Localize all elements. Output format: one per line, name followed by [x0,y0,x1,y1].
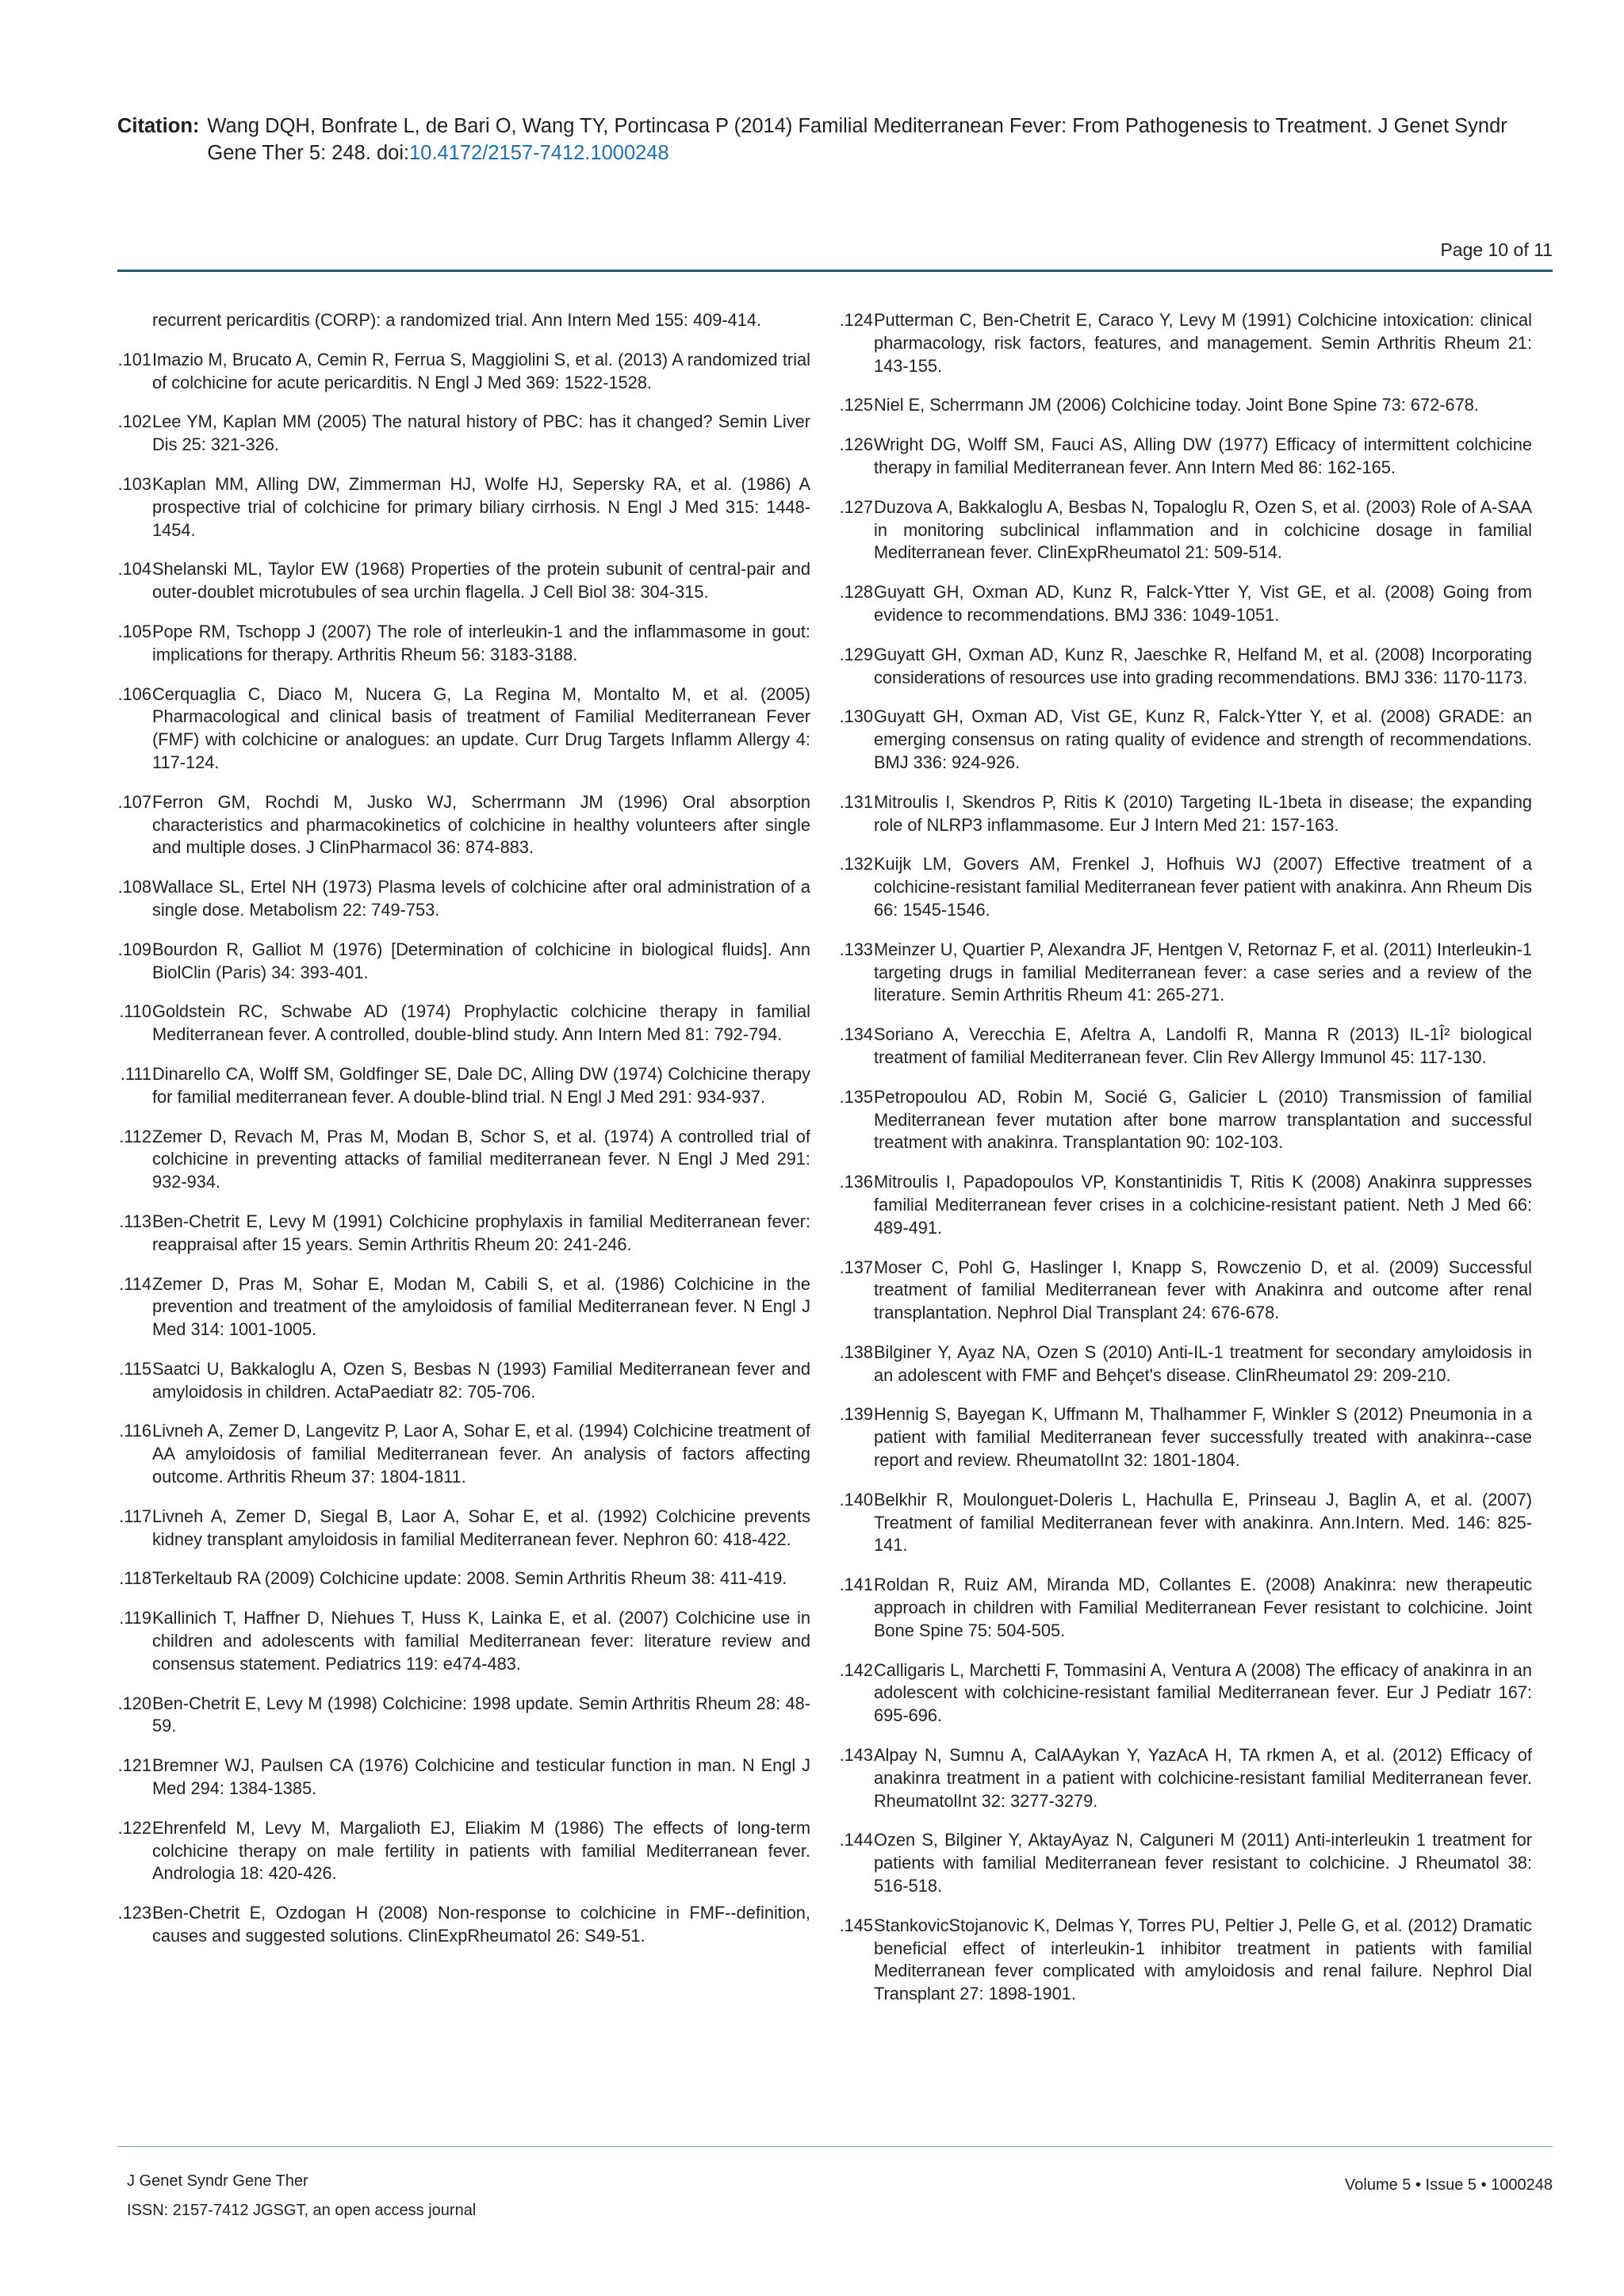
reference-column-right [839,309,1532,2022]
citation-body [207,113,1553,166]
reference-item: 135. Petropoulou AD, Robin M, Socié G, Galicier L (2010) Transmission of familial Mediterranean fever mutation after bone marrow transplantation and successful treatment with anakinra. Transplantation 90: 102-103. [874,1086,1532,1154]
reference-item: 129. Guyatt GH, Oxman AD, Kunz R, Jaeschke R, Helfand M, et al. (2008) Incorporating considerations of resources use into grading recommendations. BMJ 336: 1170-1173. [874,644,1532,690]
reference-text: Ben-Chetrit E, Levy M (1991) Colchicine prophylaxis in familial Mediterranean fever: reappraisal after 15 years. Semin Arthritis Rheum 20: 241-246. [152,1211,810,1254]
reference-text: Kuijk LM, Govers AM, Frenkel J, Hofhuis WJ (2007) Effective treatment of a colchicine-resistant familial Mediterranean fever patient with anakinra. Ann Rheum Dis 66: 1545-1546. [874,854,1532,920]
reference-item: 122. Ehrenfeld M, Levy M, Margalioth EJ, Eliakim M (1986) The effects of long-term colchicine therapy on male fertility in patients with familial Mediterranean fever. Andrologia 18: 420-426. [152,1817,810,1885]
doi-link[interactable]: 10.4172/2157-7412.1000248 [409,142,669,164]
reference-text: Guyatt GH, Oxman AD, Kunz R, Jaeschke R, Helfand M, et al. (2008) Incorporating considerations of resources use into grading recommendations. BMJ 336: 1170-1173. [874,644,1532,687]
reference-text: Shelanski ML, Taylor EW (1968) Properties of the protein subunit of central-pair and outer-doublet microtubules of sea urchin flagella. J Cell Biol 38: 304-315. [152,559,810,603]
reference-item: 126. Wright DG, Wolff SM, Fauci AS, Alling DW (1977) Efficacy of intermittent colchicine therapy in familial Mediterranean fever. Ann Intern Med 86: 162-165. [874,434,1532,480]
reference-item: 106. Cerquaglia C, Diaco M, Nucera G, La Regina M, Montalto M, et al. (2005) Pharmacological and clinical basis of treatment of Familial Mediterranean Fever (FMF) with colchicine or analogues: an update. Curr Drug Targets Inflamm Allergy 4: 117-124. [152,683,810,775]
reference-text: Saatci U, Bakkaloglu A, Ozen S, Besbas N (1993) Familial Mediterranean fever and amyloidosis in children. ActaPaediatr 82: 705-706. [152,1358,810,1402]
reference-item: 125. Niel E, Scherrmann JM (2006) Colchicine today. Joint Bone Spine 73: 672-678. [874,394,1532,417]
reference-column-left [117,309,810,1965]
reference-item: 110. Goldstein RC, Schwabe AD (1974) Prophylactic colchicine therapy in familial Mediterranean fever. A controlled, double-blind study. Ann Intern Med 81: 792-794. [152,1001,810,1047]
reference-text: Zemer D, Pras M, Sohar E, Modan M, Cabili S, et al. (1986) Colchicine in the prevention and treatment of the amyloidosis of familial Mediterranean fever. N Engl J Med 314: 1001-1005. [152,1273,810,1340]
reference-item: 104. Shelanski ML, Taylor EW (1968) Properties of the protein subunit of central-pair and outer-doublet microtubules of sea urchin flagella. J Cell Biol 38: 304-315. [152,558,810,604]
reference-item: 140. Belkhir R, Moulonguet-Doleris L, Hachulla E, Prinseau J, Baglin A, et al. (2007) Treatment of familial Mediterranean fever with anakinra. Ann.Intern. Med. 146: 825-141. [874,1489,1532,1557]
reference-text: Ben-Chetrit E, Ozdogan H (2008) Non-response to colchicine in FMF--definition, causes and suggested solutions. ClinExpRheumatol 26: S49-51. [152,1903,810,1946]
reference-item: 134. Soriano A, Verecchia E, Afeltra A, Landolfi R, Manna R (2013) IL-1Î² biological treatment of familial Mediterranean fever. Clin Rev Allergy Immunol 45: 117-130. [874,1024,1532,1070]
footer-journal: J Genet Syndr Gene Ther [127,2172,308,2190]
reference-item: 114. Zemer D, Pras M, Sohar E, Modan M, Cabili S, et al. (1986) Colchicine in the prevention and treatment of the amyloidosis of familial Mediterranean fever. N Engl J Med 314: 1001-1005. [152,1273,810,1341]
reference-text: Wallace SL, Ertel NH (1973) Plasma levels of colchicine after oral administration of a single dose. Metabolism 22: 749-753. [152,877,810,920]
reference-item: 118. Terkeltaub RA (2009) Colchicine update: 2008. Semin Arthritis Rheum 38: 411-419. [152,1567,810,1590]
citation-header [117,113,1553,166]
reference-text: Putterman C, Ben-Chetrit E, Caraco Y, Levy M (1991) Colchicine intoxication: clinical pharmacology, risk factors, features, and management. Semin Arthritis Rheum 21: 143-155. [874,310,1532,376]
reference-text: Soriano A, Verecchia E, Afeltra A, Landolfi R, Manna R (2013) IL-1Î² biological treatment of familial Mediterranean fever. Clin Rev Allergy Immunol 45: 117-130. [874,1024,1532,1067]
reference-text: Petropoulou AD, Robin M, Socié G, Galicier L (2010) Transmission of familial Mediterranean fever mutation after bone marrow transplantation and successful treatment with anakinra. Transplantation 90: 102-103. [874,1086,1532,1153]
reference-text: Duzova A, Bakkaloglu A, Besbas N, Topaloglu R, Ozen S, et al. (2003) Role of A-SAA in monitoring subclinical inflammation and in colchicine dosage in familial Mediterranean fever. ClinExpRheumatol 21: 509-514. [874,496,1532,563]
reference-text: Goldstein RC, Schwabe AD (1974) Prophylactic colchicine therapy in familial Mediterranean fever. A controlled, double-blind study. Ann Intern Med 81: 792-794. [152,1001,810,1045]
reference-list-right [839,309,1532,2006]
reference-item: 123. Ben-Chetrit E, Ozdogan H (2008) Non-response to colchicine in FMF--definition, causes and suggested solutions. ClinExpRheumatol 26: S49-51. [152,1902,810,1948]
reference-item: 111. Dinarello CA, Wolff SM, Goldfinger SE, Dale DC, Alling DW (1974) Colchicine therapy for familial mediterranean fever. A double-blind trial. N Engl J Med 291: 934-937. [152,1063,810,1109]
citation-label: Citation: [117,115,200,137]
reference-text: Kaplan MM, Alling DW, Zimmerman HJ, Wolfe HJ, Sepersky RA, et al. (1986) A prospective trial of colchicine for primary biliary cirrhosis. N Engl J Med 315: 1448-1454. [152,473,810,540]
reference-text: Hennig S, Bayegan K, Uffmann M, Thalhammer F, Winkler S (2012) Pneumonia in a patient with familial Mediterranean fever successfully treated with anakinra--case report and review. RheumatolInt 32: 1801-1804. [874,1404,1532,1471]
reference-text: StankovicStojanovic K, Delmas Y, Torres PU, Peltier J, Pelle G, et al. (2012) Dramatic beneficial effect of interleukin-1 inhibitor treatment in patients with familial Mediterranean fever complicated with amyloidosis and renal failure. Nephrol Dial Transplant 27: 1898-1901. [874,1915,1532,2004]
reference-text: Livneh A, Zemer D, Siegal B, Laor A, Sohar E, et al. (1992) Colchicine prevents kidney transplant amyloidosis in familial Mediterranean fever. Nephron 60: 418-422. [152,1506,810,1549]
reference-text: Guyatt GH, Oxman AD, Kunz R, Falck-Ytter Y, Vist GE, et al. (2008) Going from evidence to recommendations. BMJ 336: 1049-1051. [874,582,1532,625]
reference-text: Meinzer U, Quartier P, Alexandra JF, Hentgen V, Retornaz F, et al. (2011) Interleukin-1 targeting drugs in familial Mediterranean fever: a case series and a review of the literature. Semin Arthritis Rheum 41: 265-271. [874,939,1532,1005]
reference-text: Zemer D, Revach M, Pras M, Modan B, Schor S, et al. (1974) A controlled trial of colchicine in preventing attacks of familial mediterranean fever. N Engl J Med 291: 932-934. [152,1126,810,1192]
citation-text: Wang DQH, Bonfrate L, de Bari O, Wang TY, Portincasa P (2014) Familial Mediterranean Fever: From Pathogenesis to Treatment. J Genet Syndr Gene Ther 5: 248. doi: [207,115,1507,164]
reference-text: Ferron GM, Rochdi M, Jusko WJ, Scherrmann JM (1996) Oral absorption characteristics and pharmacokinetics of colchicine in healthy volunteers after single and multiple doses. J ClinPharmacol 36: 874-883. [152,791,810,858]
reference-text: Alpay N, Sumnu A, CalAAykan Y, YazAcA H, TA rkmen A, et al. (2012) Efficacy of anakinra treatment in a patient with colchicine-resistant familial Mediterranean fever. RheumatolInt 32: 3277-3279. [874,1745,1532,1811]
reference-text: Cerquaglia C, Diaco M, Nucera G, La Regina M, Montalto M, et al. (2005) Pharmacological and clinical basis of treatment of Familial Mediterranean Fever (FMF) with colchicine or analogues: an update. Curr Drug Targets Inflamm Allergy 4: 117-124. [152,683,810,772]
reference-item: 119. Kallinich T, Haffner D, Niehues T, Huss K, Lainka E, et al. (2007) Colchicine use in children and adolescents with familial Mediterranean fever: literature review and consensus statement. Pediatrics 119: e474-483. [152,1607,810,1675]
reference-item: 112. Zemer D, Revach M, Pras M, Modan B, Schor S, et al. (1974) A controlled trial of colchicine in preventing attacks of familial mediterranean fever. N Engl J Med 291: 932-934. [152,1126,810,1194]
reference-item: 133. Meinzer U, Quartier P, Alexandra JF, Hentgen V, Retornaz F, et al. (2011) Interleukin-1 targeting drugs in familial Mediterranean fever: a case series and a review of the literature. Semin Arthritis Rheum 41: 265-271. [874,939,1532,1007]
reference-item: 141. Roldan R, Ruiz AM, Miranda MD, Collantes E. (2008) Anakinra: new therapeutic approach in children with Familial Mediterranean Fever resistant to colchicine. Joint Bone Spine 75: 504-505. [874,1574,1532,1642]
reference-text: Calligaris L, Marchetti F, Tommasini A, Ventura A (2008) The efficacy of anakinra in an adolescent with colchicine-resistant familial Mediterranean fever. Eur J Pediatr 167: 695-696. [874,1659,1532,1726]
reference-continuation: recurrent pericarditis (CORP): a randomized trial. Ann Intern Med 155: 409-414. [152,310,762,330]
reference-item: 128. Guyatt GH, Oxman AD, Kunz R, Falck-Ytter Y, Vist GE, et al. (2008) Going from evidence to recommendations. BMJ 336: 1049-1051. [874,581,1532,627]
reference-text: Guyatt GH, Oxman AD, Vist GE, Kunz R, Falck-Ytter Y, et al. (2008) GRADE: an emerging consensus on rating quality of evidence and strength of recommendations. BMJ 336: 924-926. [874,706,1532,772]
reference-item: 142. Calligaris L, Marchetti F, Tommasini A, Ventura A (2008) The efficacy of anakinra in an adolescent with colchicine-resistant familial Mediterranean fever. Eur J Pediatr 167: 695-696. [874,1659,1532,1728]
reference-text: Roldan R, Ruiz AM, Miranda MD, Collantes E. (2008) Anakinra: new therapeutic approach in children with Familial Mediterranean Fever resistant to colchicine. Joint Bone Spine 75: 504-505. [874,1575,1532,1640]
reference-text: Ozen S, Bilginer Y, AktayAyaz N, Calguneri M (2011) Anti-interleukin 1 treatment for patients with familial Mediterranean fever resistant to colchicine. J Rheumatol 38: 516-518. [874,1830,1532,1896]
reference-list-left [117,349,810,1948]
reference-item: 103. Kaplan MM, Alling DW, Zimmerman HJ, Wolfe HJ, Sepersky RA, et al. (1986) A prospective trial of colchicine for primary biliary cirrhosis. N Engl J Med 315: 1448-1454. [152,473,810,541]
reference-item: 143. Alpay N, Sumnu A, CalAAykan Y, YazAcA H, TA rkmen A, et al. (2012) Efficacy of anakinra treatment in a patient with colchicine-resistant familial Mediterranean fever. RheumatolInt 32: 3277-3279. [874,1744,1532,1812]
reference-item: 138. Bilginer Y, Ayaz NA, Ozen S (2010) Anti-IL-1 treatment for secondary amyloidosis in an adolescent with FMF and Behçet's disease. ClinRheumatol 29: 209-210. [874,1341,1532,1387]
reference-item: 113. Ben-Chetrit E, Levy M (1991) Colchicine prophylaxis in familial Mediterranean fever: reappraisal after 15 years. Semin Arthritis Rheum 20: 241-246. [152,1211,810,1257]
reference-text: Livneh A, Zemer D, Langevitz P, Laor A, Sohar E, et al. (1994) Colchicine treatment of AA amyloidosis of familial Mediterranean fever. An analysis of factors affecting outcome. Arthritis Rheum 37: 1804-1811. [152,1421,810,1487]
footer-divider [117,2146,1553,2147]
reference-text: Ben-Chetrit E, Levy M (1998) Colchicine: 1998 update. Semin Arthritis Rheum 28: 48-59. [152,1693,810,1736]
reference-text: Niel E, Scherrmann JM (2006) Colchicine today. Joint Bone Spine 73: 672-678. [874,395,1479,415]
reference-item: 127. Duzova A, Bakkaloglu A, Besbas N, Topaloglu R, Ozen S, et al. (2003) Role of A-SAA in monitoring subclinical inflammation and in colchicine dosage in familial Mediterranean fever. ClinExpRheumatol 21: 509-514. [874,496,1532,564]
reference-item: 131. Mitroulis I, Skendros P, Ritis K (2010) Targeting IL-1beta in disease; the expanding role of NLRP3 inflammasome. Eur J Intern Med 21: 157-163. [874,791,1532,837]
reference-text: Moser C, Pohl G, Haslinger I, Knapp S, Rowczenio D, et al. (2009) Successful treatment of familial Mediterranean fever with Anakinra and outcome after renal transplantation. Nephrol Dial Transplant 24: 676-678. [874,1257,1532,1323]
footer-issn: ISSN: 2157-7412 JGSGT, an open access journal [127,2202,477,2219]
reference-item: 132. Kuijk LM, Govers AM, Frenkel J, Hofhuis WJ (2007) Effective treatment of a colchicine-resistant familial Mediterranean fever patient with anakinra. Ann Rheum Dis 66: 1545-1546. [874,853,1532,921]
reference-text: Mitroulis I, Skendros P, Ritis K (2010) Targeting IL-1beta in disease; the expanding role of NLRP3 inflammasome. Eur J Intern Med 21: 157-163. [874,791,1532,835]
reference-item: 137. Moser C, Pohl G, Haslinger I, Knapp S, Rowczenio D, et al. (2009) Successful treatment of familial Mediterranean fever with Anakinra and outcome after renal transplantation. Nephrol Dial Transplant 24: 676-678. [874,1257,1532,1325]
reference-text: Pope RM, Tschopp J (2007) The role of interleukin-1 and the inflammasome in gout: implications for therapy. Arthritis Rheum 56: 3183-3188. [152,621,810,664]
reference-item: 107. Ferron GM, Rochdi M, Jusko WJ, Scherrmann JM (1996) Oral absorption characteristics and pharmacokinetics of colchicine in healthy volunteers after single and multiple doses. J ClinPharmacol 36: 874-883. [152,791,810,859]
reference-item: 145. StankovicStojanovic K, Delmas Y, Torres PU, Peltier J, Pelle G, et al. (2012) Dramatic beneficial effect of interleukin-1 inhibitor treatment in patients with familial Mediterranean fever complicated with amyloidosis and renal failure. Nephrol Dial Transplant 27: 1898-1901. [874,1915,1532,2006]
reference-text: Ehrenfeld M, Levy M, Margalioth EJ, Eliakim M (1986) The effects of long-term colchicine therapy on male fertility in patients with familial Mediterranean fever. Andrologia 18: 420-426. [152,1817,810,1884]
reference-item: 136. Mitroulis I, Papadopoulos VP, Konstantinidis T, Ritis K (2008) Anakinra suppresses familial Mediterranean fever crises in a colchicine-resistant patient. Neth J Med 66: 489-491. [874,1171,1532,1239]
reference-text: Bilginer Y, Ayaz NA, Ozen S (2010) Anti-IL-1 treatment for secondary amyloidosis in an adolescent with FMF and Behçet's disease. ClinRheumatol 29: 209-210. [874,1341,1532,1385]
reference-text: Bourdon R, Galliot M (1976) [Determination of colchicine in biological fluids]. Ann BiolClin (Paris) 34: 393-401. [152,939,810,982]
reference-item: 144. Ozen S, Bilginer Y, AktayAyaz N, Calguneri M (2011) Anti-interleukin 1 treatment for patients with familial Mediterranean fever resistant to colchicine. J Rheumatol 38: 516-518. [874,1829,1532,1897]
reference-text: Terkeltaub RA (2009) Colchicine update: 2008. Semin Arthritis Rheum 38: 411-419. [152,1568,787,1589]
reference-item: 117. Livneh A, Zemer D, Siegal B, Laor A, Sohar E, et al. (1992) Colchicine prevents kidney transplant amyloidosis in familial Mediterranean fever. Nephron 60: 418-422. [152,1506,810,1552]
reference-text: Wright DG, Wolff SM, Fauci AS, Alling DW (1977) Efficacy of intermittent colchicine therapy in familial Mediterranean fever. Ann Intern Med 86: 162-165. [874,434,1532,477]
reference-item: 115. Saatci U, Bakkaloglu A, Ozen S, Besbas N (1993) Familial Mediterranean fever and amyloidosis in children. ActaPaediatr 82: 705-706. [152,1358,810,1404]
header-divider [117,270,1553,272]
reference-text: Belkhir R, Moulonguet-Doleris L, Hachulla E, Prinseau J, Baglin A, et al. (2007) Treatment of familial Mediterranean fever with anakinra. Ann.Intern. Med. 146: 825-141. [874,1489,1532,1556]
reference-item: 102. Lee YM, Kaplan MM (2005) The natural history of PBC: has it changed? Semin Liver Dis 25: 321-326. [152,411,810,457]
reference-item: 139. Hennig S, Bayegan K, Uffmann M, Thalhammer F, Winkler S (2012) Pneumonia in a patient with familial Mediterranean fever successfully treated with anakinra--case report and review. RheumatolInt 32: 1801-1804. [874,1403,1532,1471]
page-number: Page 10 of 11 [1440,239,1553,260]
reference-text: Kallinich T, Haffner D, Niehues T, Huss K, Lainka E, et al. (2007) Colchicine use in children and adolescents with familial Mediterranean fever: literature review and consensus statement. Pediatrics 119: e474-483. [152,1608,810,1674]
reference-item: 130. Guyatt GH, Oxman AD, Vist GE, Kunz R, Falck-Ytter Y, et al. (2008) GRADE: an emerging consensus on rating quality of evidence and strength of recommendations. BMJ 336: 924-926. [874,706,1532,774]
reference-item: 124. Putterman C, Ben-Chetrit E, Caraco Y, Levy M (1991) Colchicine intoxication: clinical pharmacology, risk factors, features, and management. Semin Arthritis Rheum 21: 143-155. [874,309,1532,377]
footer-journal-info [127,2167,476,2225]
footer-volume: Volume 5 • Issue 5 • 1000248 [1345,2176,1553,2194]
reference-text: Dinarello CA, Wolff SM, Goldfinger SE, Dale DC, Alling DW (1974) Colchicine therapy for familial mediterranean fever. A double-blind trial. N Engl J Med 291: 934-937. [152,1063,810,1107]
reference-item: 105. Pope RM, Tschopp J (2007) The role of interleukin-1 and the inflammasome in gout: implications for therapy. Arthritis Rheum 56: 3183-3188. [152,621,810,667]
reference-item: 108. Wallace SL, Ertel NH (1973) Plasma levels of colchicine after oral administration of a single dose. Metabolism 22: 749-753. [152,876,810,922]
reference-text: Bremner WJ, Paulsen CA (1976) Colchicine and testicular function in man. N Engl J Med 294: 1384-1385. [152,1755,810,1799]
reference-item: 109. Bourdon R, Galliot M (1976) [Determination of colchicine in biological fluids]. Ann BiolClin (Paris) 34: 393-401. [152,939,810,985]
reference-item: 101. Imazio M, Brucato A, Cemin R, Ferrua S, Maggiolini S, et al. (2013) A randomized trial of colchicine for acute pericarditis. N Engl J Med 369: 1522-1528. [152,349,810,395]
reference-item: 121. Bremner WJ, Paulsen CA (1976) Colchicine and testicular function in man. N Engl J Med 294: 1384-1385. [152,1755,810,1800]
reference-item: 120. Ben-Chetrit E, Levy M (1998) Colchicine: 1998 update. Semin Arthritis Rheum 28: 48-59. [152,1693,810,1739]
reference-text: Lee YM, Kaplan MM (2005) The natural history of PBC: has it changed? Semin Liver Dis 25: 321-326. [152,411,810,455]
reference-text: Mitroulis I, Papadopoulos VP, Konstantinidis T, Ritis K (2008) Anakinra suppresses familial Mediterranean fever crises in a colchicine-resistant patient. Neth J Med 66: 489-491. [874,1172,1532,1238]
reference-text: Imazio M, Brucato A, Cemin R, Ferrua S, Maggiolini S, et al. (2013) A randomized trial of colchicine for acute pericarditis. N Engl J Med 369: 1522-1528. [152,349,810,392]
reference-item: 116. Livneh A, Zemer D, Langevitz P, Laor A, Sohar E, et al. (1994) Colchicine treatment of AA amyloidosis of familial Mediterranean fever. An analysis of factors affecting outcome. Arthritis Rheum 37: 1804-1811. [152,1420,810,1488]
